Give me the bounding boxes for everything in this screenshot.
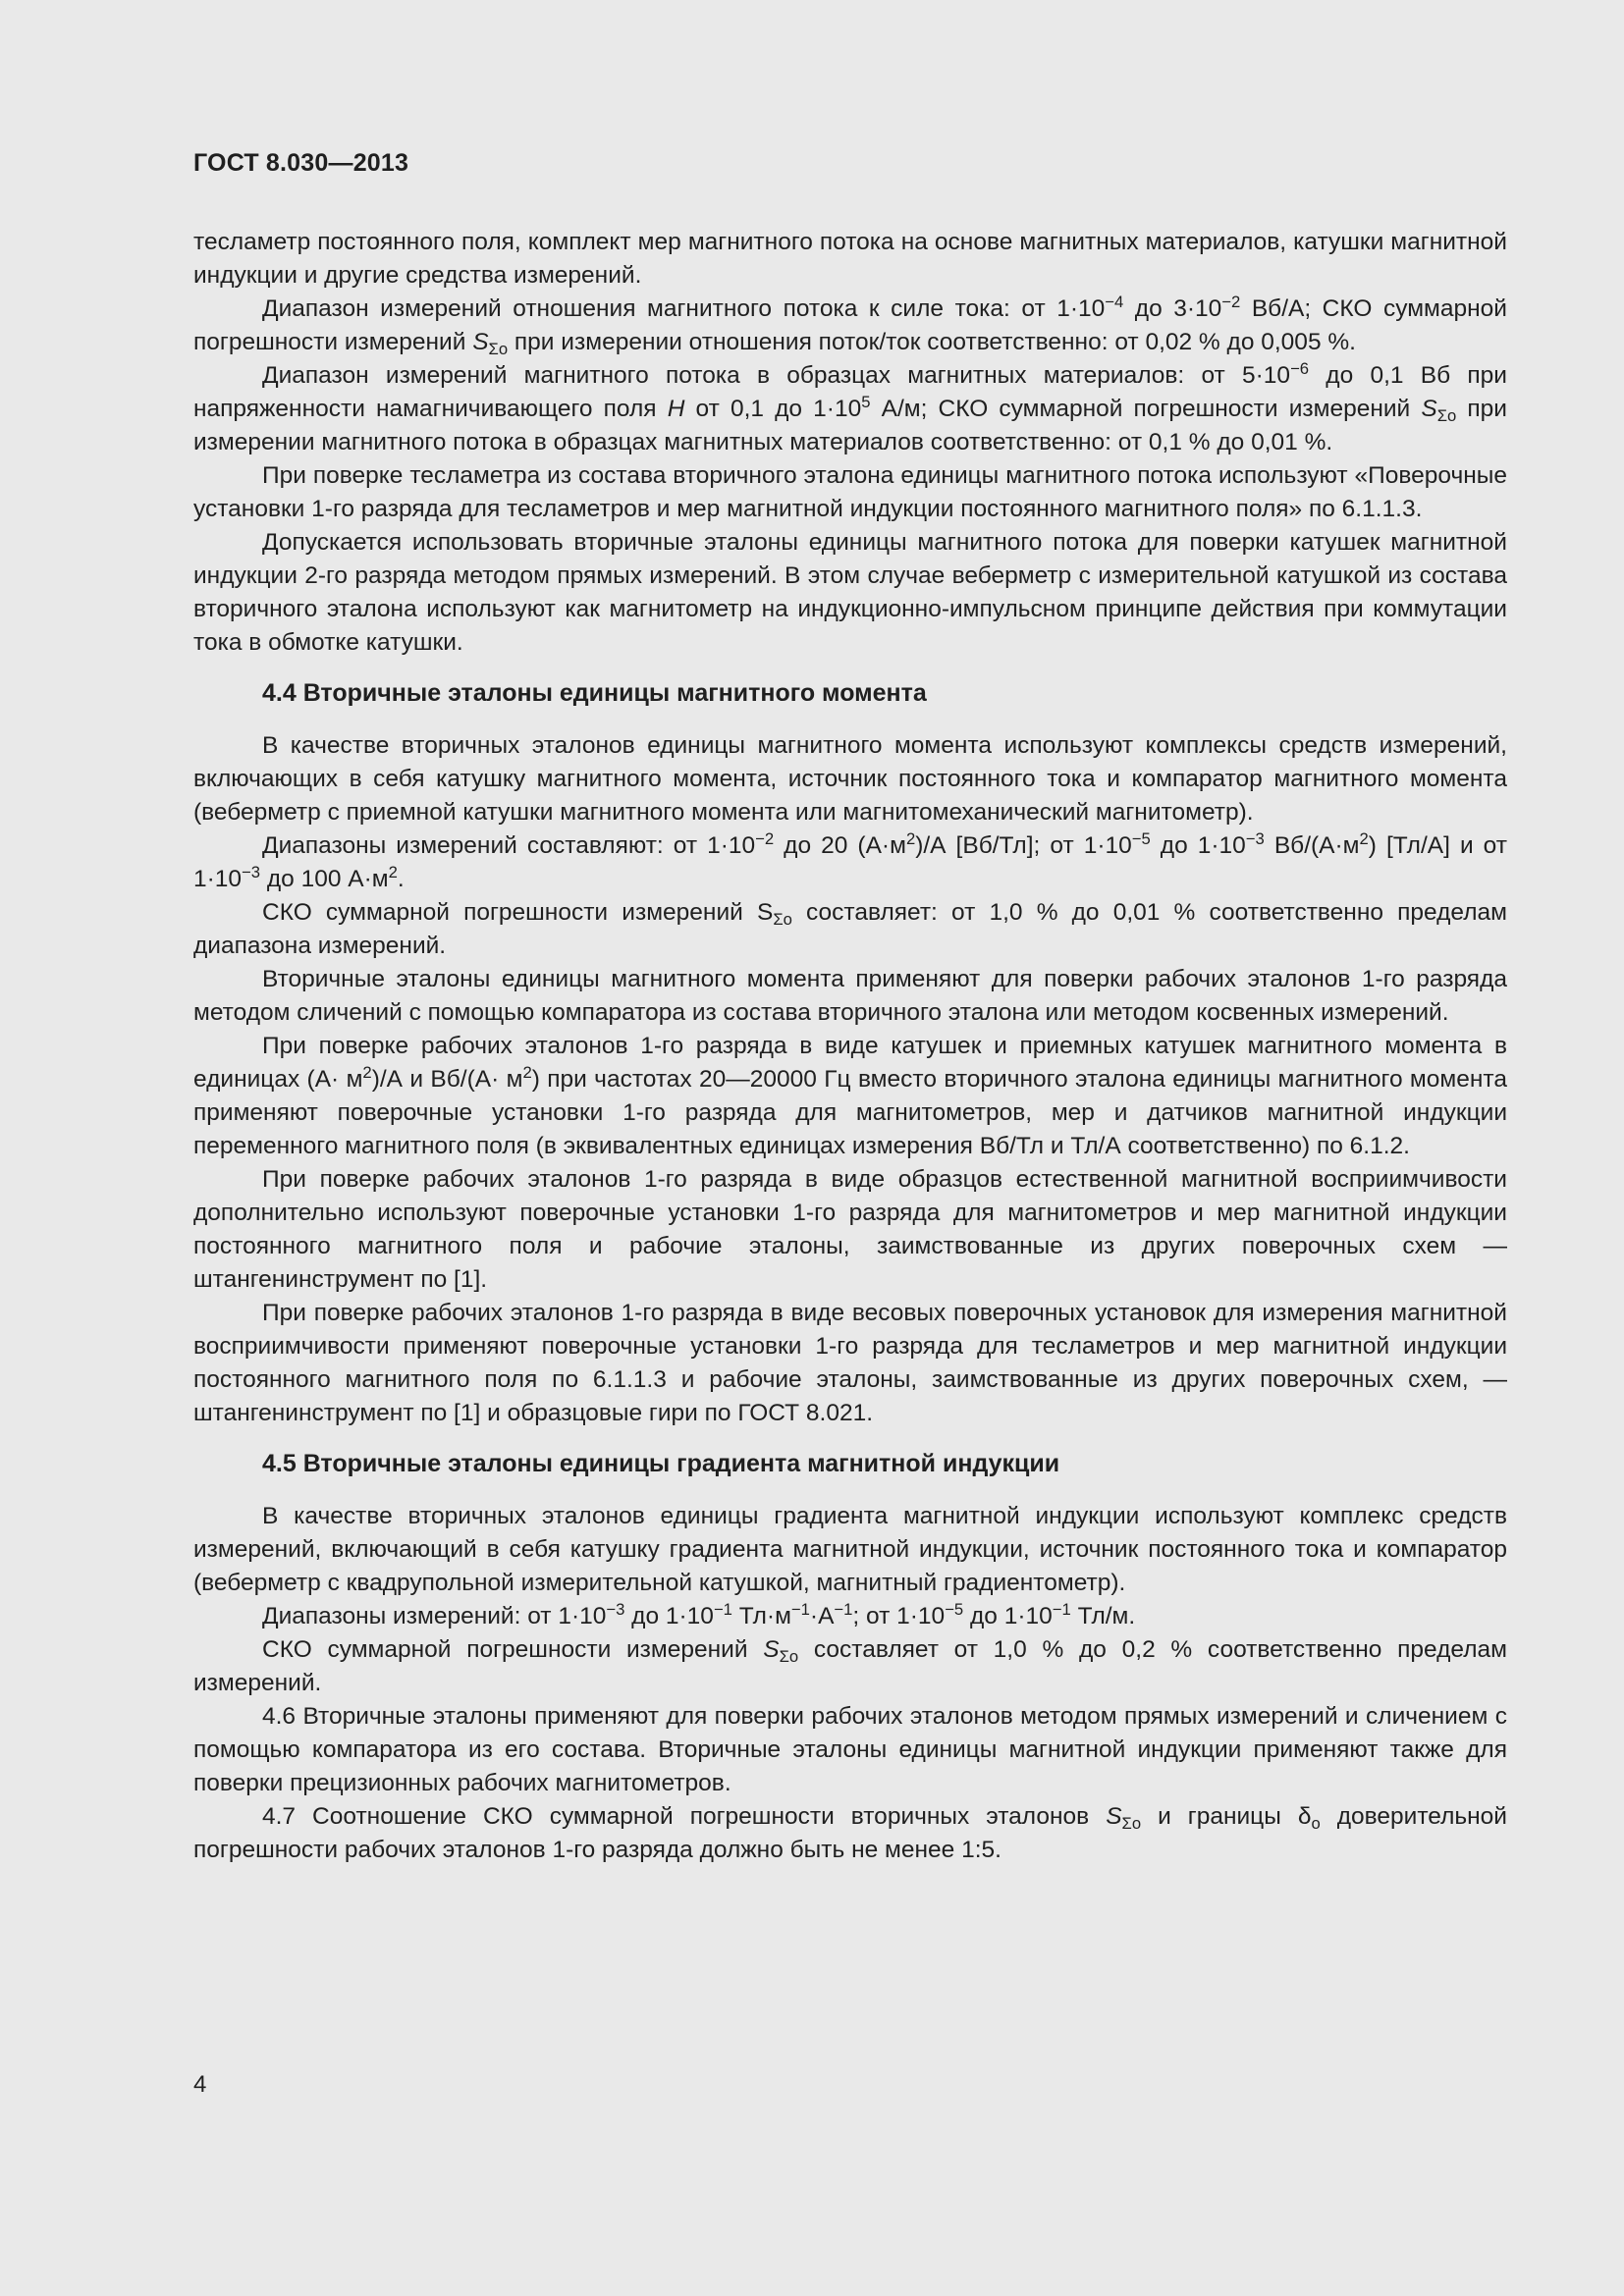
paragraph: Допускается использовать вторичные эталоны единицы магнитного потока для поверки катушек магнитной индукции 2-го разряда методом прямых измерений. В этом случае веберметр с измерительной катушкой из состава вторичного эталона используют как магнитометр на индукционно-импульсном принципе действия при коммутации тока в обмотке катушки. bbox=[193, 529, 1507, 656]
paragraph: Вторичные эталоны единицы магнитного момента применяют для поверки рабочих эталонов 1-го разряда методом сличений с помощью компаратора из состава вторичного эталона или методом косвенных измерений. bbox=[193, 966, 1507, 1026]
paragraph: Диапазон измерений магнитного потока в образцах магнитных материалов: от $5\cdot 10^{-6}$ до 0,1 Вб при напряженности намагничивающего поля Н от 0,1 до $1\cdot 10^5$ А/м; СКО суммарной погрешности измерений $S_{\Sigma о}$ при измерении магнитного потока в образцах магнитных материалов соответственно: от 0,1 % до 0,01 %. bbox=[193, 358, 1507, 455]
paragraph: В качестве вторичных эталонов единицы градиента магнитной индукции используют комплекс средств измерений, включающий в себя катушку градиента магнитной индукции, источник постоянного тока и компаратор (веберметр с квадрупольной измерительной катушкой, магнитный градиентометр). bbox=[193, 1503, 1507, 1596]
paragraph: СКО суммарной погрешности измерений $S_{\Sigma о}$ составляет: от 1,0 % до 0,01 % соответственно пределам диапазона измерений. bbox=[193, 899, 1507, 959]
paragraph: Диапазоны измерений: от $1\cdot 10^{-3}$ до $1\cdot 10^{-1}$ $Тл\cdot м^{-1}\cdot А^{-1}$; от $1\cdot 10^{-5}$ до $1\cdot 10^{-1}$ Тл/м. bbox=[262, 1599, 1136, 1629]
paragraph: В качестве вторичных эталонов единицы магнитного момента используют комплексы средств измерений, включающих в себя катушку магнитного момента, источник постоянного тока и компаратор магнитного момента (веберметр с приемной катушки магнитного момента или магнитомеханический магнитометр). bbox=[193, 732, 1507, 826]
document-id: ГОСТ 8.030—2013 bbox=[193, 149, 409, 177]
paragraph: 4.6 Вторичные эталоны применяют для поверки рабочих эталонов методом прямых измерений и сличением с помощью компаратора из его состава. Вторичные эталоны единицы магнитной индукции применяют также для поверки прецизионных рабочих магнитометров. bbox=[193, 1703, 1507, 1796]
paragraph: Диапазоны измерений составляют: от $1\cdot 10^{-2}$ до 20 $(А\cdot м^2)/А$ [Вб/Тл]; от $1\cdot 10^{-5}$ до $1\cdot 10^{-3}$ $Вб/(А\cdot м^2)$ [Тл/А] и от $1\cdot 10^{-3}$ до 100 $А\cdot м^2$. bbox=[193, 828, 1507, 892]
paragraph: СКО суммарной погрешности измерений $S_{\Sigma о}$ составляет от 1,0 % до 0,2 % соответственно пределам измерений. bbox=[193, 1636, 1507, 1696]
paragraph: При поверке тесламетра из состава вторичного эталона единицы магнитного потока используют «Поверочные установки 1-го разряда для тесламетров и мер магнитной индукции постоянного магнитного поля» по 6.1.1.3. bbox=[193, 462, 1507, 522]
section-heading: 4.5 Вторичные эталоны единицы градиента магнитной индукции bbox=[262, 1450, 1060, 1477]
paragraph: При поверке рабочих эталонов 1-го разряда в виде весовых поверочных установок для измерения магнитной восприимчивости применяют поверочные установки 1-го разряда для тесламетров и мер магнитной индукции постоянного магнитного поля по 6.1.1.3 и рабочие эталоны, заимствованные из других поверочных схем, — штангенинструмент по [1] и образцовые гири по ГОСТ 8.021. bbox=[193, 1300, 1507, 1426]
paragraph: При поверке рабочих эталонов 1-го разряда в виде катушек и приемных катушек магнитного момента в единицах $(А\cdot м^2)/А$ и $Вб/(А\cdot м^2)$ при частотах 20—20000 Гц вместо вторичного эталона единицы магнитного момента применяют поверочные установки 1-го разряда для магнитометров, мер и датчиков магнитной индукции переменного магнитного поля (в эквивалентных единицах измерения Вб/Тл и Тл/А соответственно) по 6.1.2. bbox=[193, 1033, 1507, 1159]
paragraph: Диапазон измерений отношения магнитного потока к силе тока: от $1\cdot 10^{-4}$ до $3\cdot 10^{-2}$ Вб/А; СКО суммарной погрешности измерений $S_{\Sigma о}$ при измерении отношения поток/ток соответственно: от 0,02 % до 0,005 %. bbox=[193, 292, 1507, 358]
body-text bbox=[193, 226, 1507, 1867]
paragraph: тесламетр постоянного поля, комплект мер магнитного потока на основе магнитных материалов, катушки магнитной индукции и другие средства измерений. bbox=[193, 229, 1507, 289]
paragraph: 4.7 Соотношение СКО суммарной погрешности вторичных эталонов $S_{\Sigma о}$ и границы $\delta_о$ доверительной погрешности рабочих эталонов 1-го разряда должно быть не менее 1:5. bbox=[193, 1803, 1507, 1863]
paragraph: При поверке рабочих эталонов 1-го разряда в виде образцов естественной магнитной восприимчивости дополнительно используют поверочные установки 1-го разряда для магнитометров и мер магнитной индукции постоянного магнитного поля и рабочие эталоны, заимствованные из других поверочных схем — штангенинструмент по [1]. bbox=[193, 1166, 1507, 1293]
section-heading: 4.4 Вторичные эталоны единицы магнитного момента bbox=[262, 679, 927, 707]
page-number: 4 bbox=[193, 2071, 207, 2098]
